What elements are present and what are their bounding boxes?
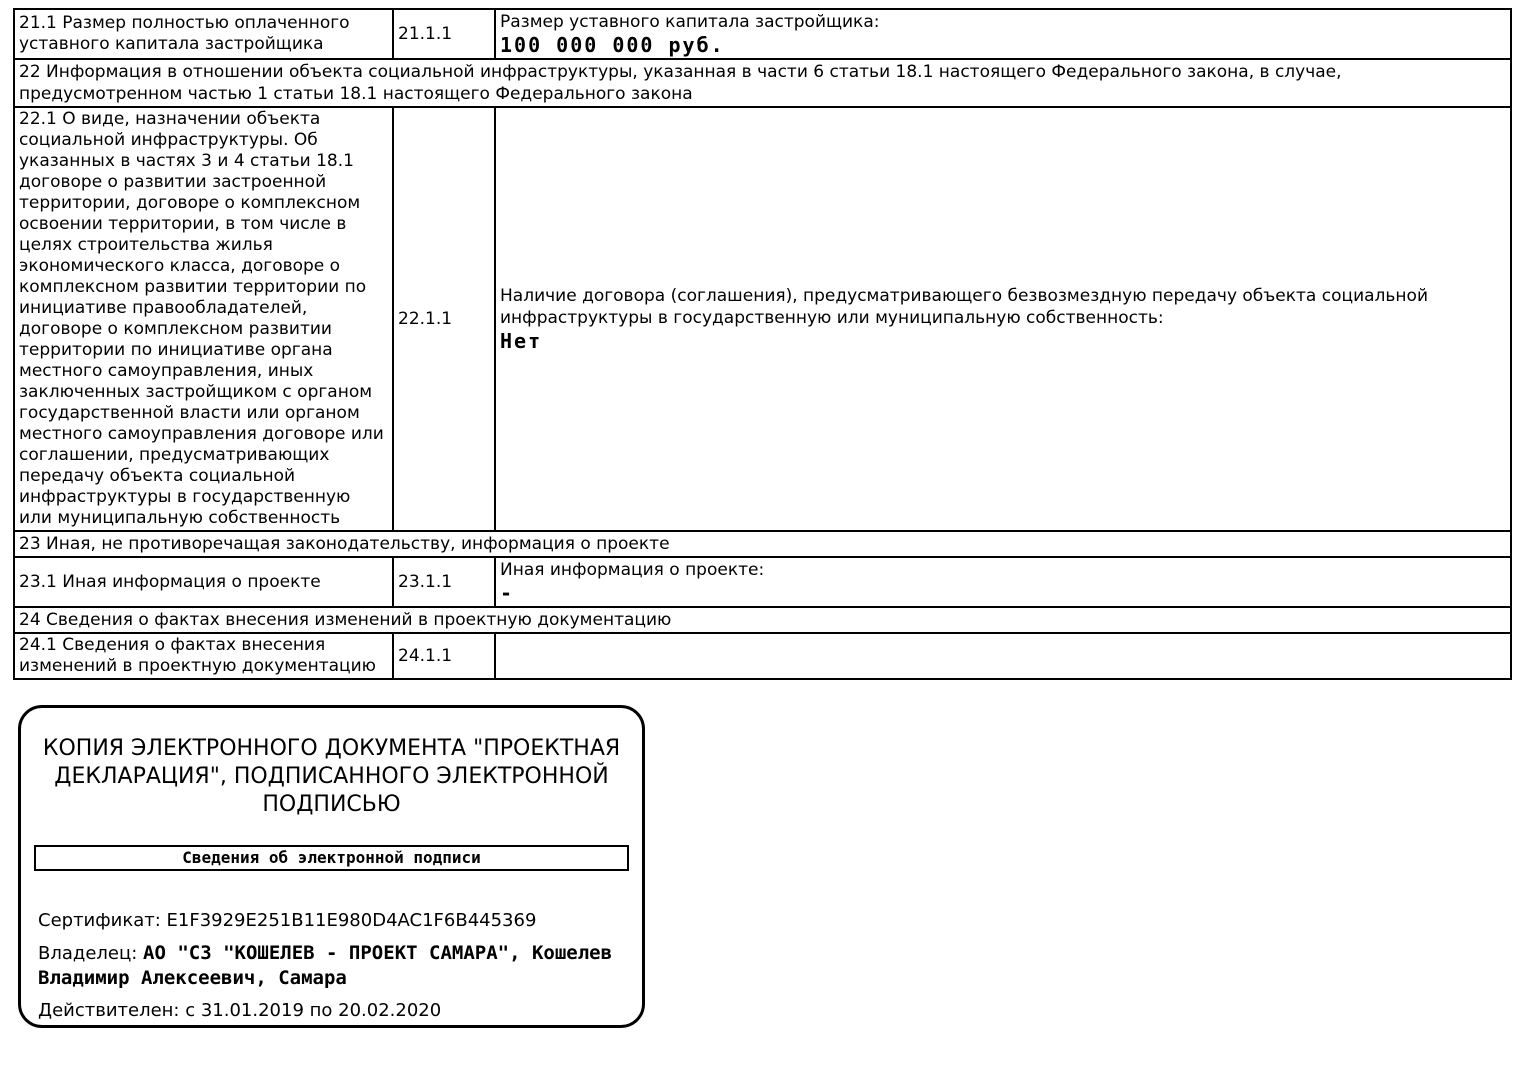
section-header: 22 Информация в отношении объекта социальной инфраструктуры, указанная в части 6 статьи 18.1 настоящего Федерального закона, в случае, предусмотренном частью 1 статьи 18.1 настоящего Федерального закона xyxy=(14,59,1511,107)
value-text: 100 000 000 руб. xyxy=(500,33,725,57)
owner-value: АО "СЗ "КОШЕЛЕВ - ПРОЕКТ САМАРА", Кошелев Владимир Алексеевич, Самара xyxy=(38,942,613,989)
row-value-cell xyxy=(495,633,1511,679)
table-section-row-22 xyxy=(14,59,1511,107)
declaration-table-container xyxy=(13,8,1512,680)
value-text: Нет xyxy=(500,329,543,353)
table-row-24-1 xyxy=(14,633,1511,679)
table-row-22-1 xyxy=(14,107,1511,531)
signature-details xyxy=(38,909,625,1023)
signature-info-heading-box xyxy=(34,845,629,871)
certificate-line xyxy=(38,909,625,933)
value-text: - xyxy=(500,581,515,605)
row-label-cell: 23.1 Иная информация о проекте xyxy=(14,557,393,607)
table-section-row-23 xyxy=(14,531,1511,557)
row-code-cell: 21.1.1 xyxy=(393,9,495,59)
row-label-cell: 22.1 О виде, назначении объекта социальной инфраструктуры. Об указанных в частях 3 и 4 статьи 18.1 договоре о развитии застроенной территории, договоре о комплексном освоении территории, в том числе в целях строительства жилья экономического класса, договоре о комплексном развитии территории по инициативе правообладателей, договоре о комплексном развитии территории по инициативе органа местного самоуправления, иных заключенных застройщиком с органом государственной власти или органом местного самоуправления договоре или соглашении, предусматривающих передачу объекта социальной инфраструктуры в государственную или муниципальную собственность xyxy=(14,107,393,531)
table-row-21-1 xyxy=(14,9,1511,59)
row-label-cell: 24.1 Сведения о фактах внесения изменений в проектную документацию xyxy=(14,633,393,679)
row-value-cell xyxy=(495,557,1511,607)
section-header: 24 Сведения о фактах внесения изменений в проектную документацию xyxy=(14,607,1511,633)
validity-value: с 31.01.2019 по 20.02.2020 xyxy=(185,1000,442,1021)
certificate-label: Сертификат: xyxy=(38,910,167,931)
row-label-cell: 21.1 Размер полностью оплаченного уставного капитала застройщика xyxy=(14,9,393,59)
owner-line xyxy=(38,941,625,991)
value-label: Иная информация о проекте: xyxy=(500,560,765,580)
row-code-cell: 24.1.1 xyxy=(393,633,495,679)
row-value-cell xyxy=(495,107,1511,531)
table-section-row-24 xyxy=(14,607,1511,633)
signature-info-heading: Сведения об электронной подписи xyxy=(182,848,481,867)
row-value-cell xyxy=(495,9,1511,59)
section-header: 23 Иная, не противоречащая законодательству, информация о проекте xyxy=(14,531,1511,557)
table-row-23-1 xyxy=(14,557,1511,607)
validity-line xyxy=(38,999,625,1023)
owner-label: Владелец: xyxy=(38,943,144,964)
signature-stamp-title: КОПИЯ ЭЛЕКТРОННОГО ДОКУМЕНТА "ПРОЕКТНАЯ ДЕКЛАРАЦИЯ", ПОДПИСАННОГО ЭЛЕКТРОННОЙ ПОДПИСЬЮ xyxy=(42,736,621,817)
row-code-cell: 23.1.1 xyxy=(393,557,495,607)
validity-label: Действителен: xyxy=(38,1000,186,1021)
row-code-cell: 22.1.1 xyxy=(393,107,495,531)
declaration-table xyxy=(13,8,1512,680)
value-label: Размер уставного капитала застройщика: xyxy=(500,12,880,32)
digital-signature-stamp xyxy=(18,705,645,1028)
value-label: Наличие договора (соглашения), предусматривающего безвозмездную передачу объекта социальной инфраструктуры в государственную или муниципальную собственность: xyxy=(500,286,1428,328)
certificate-value: E1F3929E251B11E980D4AC1F6B445369 xyxy=(166,910,537,931)
